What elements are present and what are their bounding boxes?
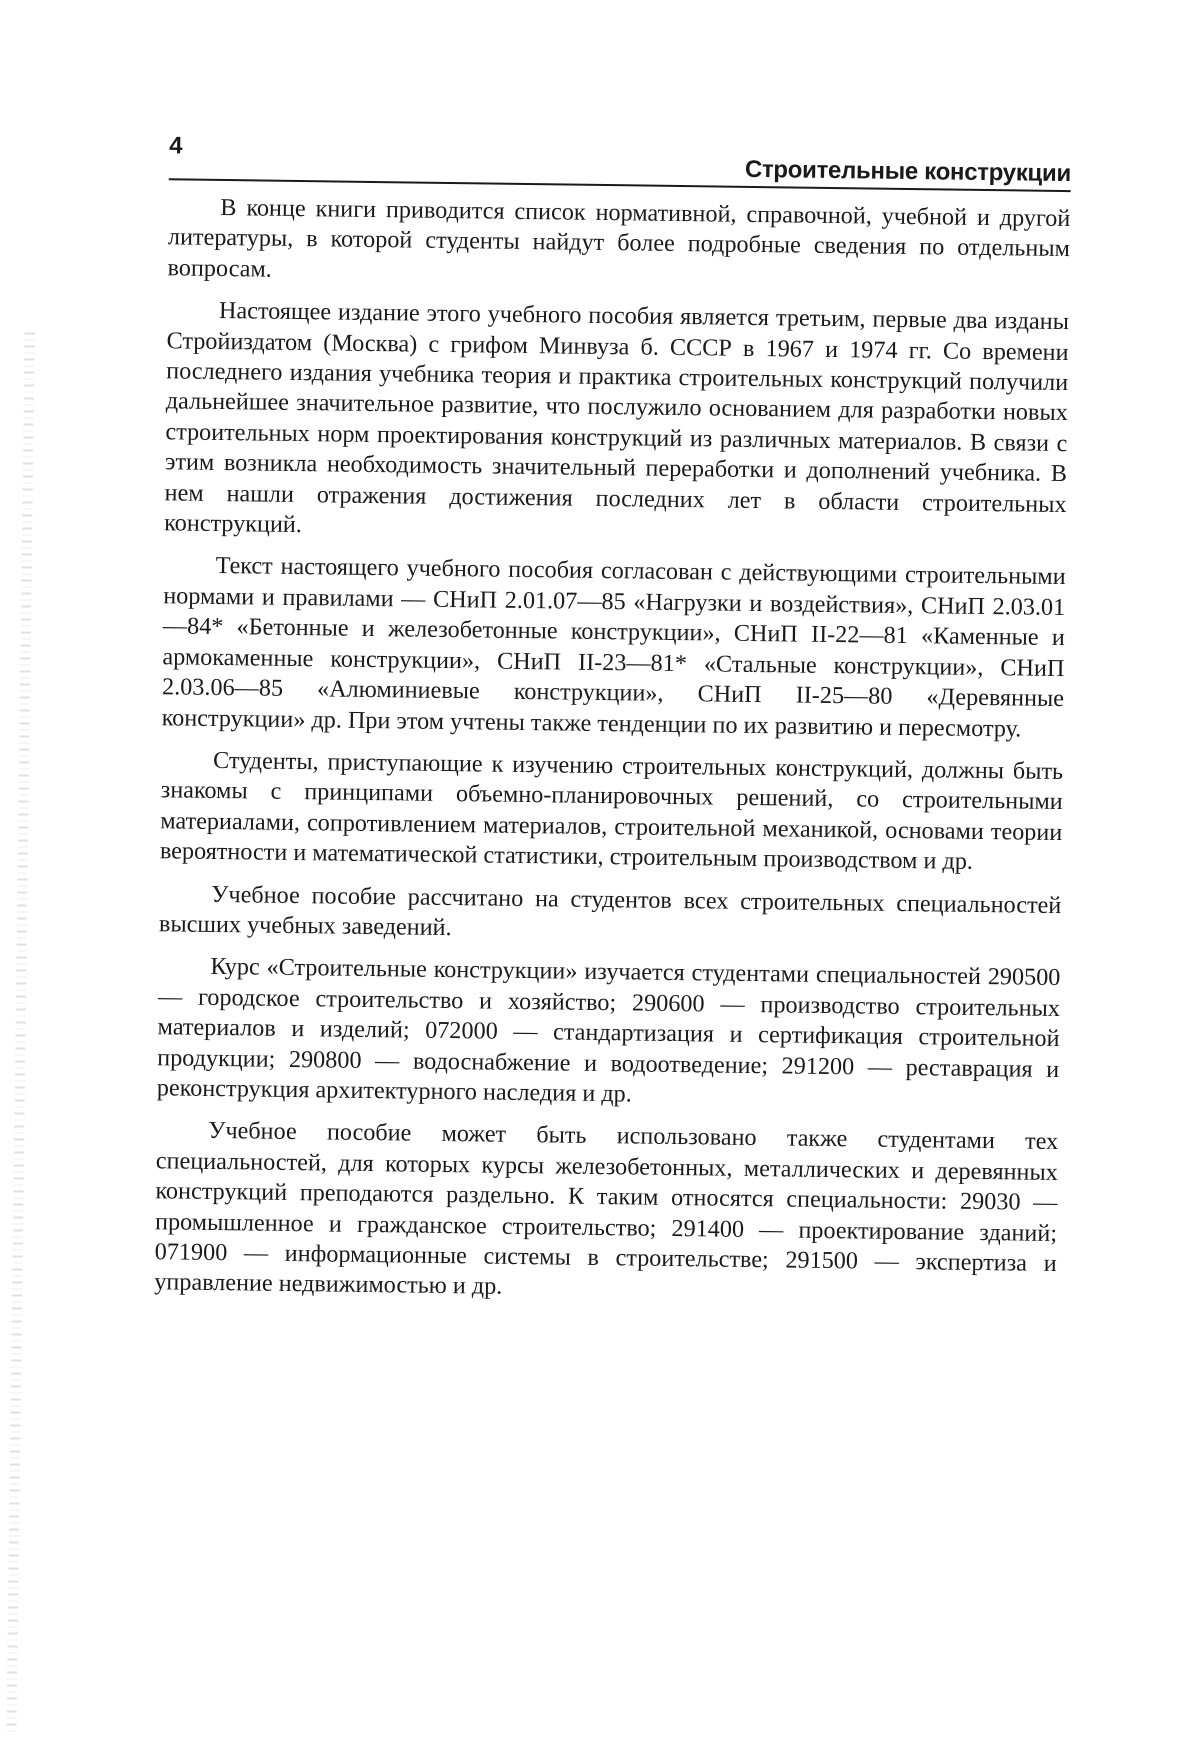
page-header xyxy=(169,132,1072,200)
running-title: Строительные конструкции xyxy=(744,155,1072,188)
paragraph: В конце книги приводится список нормативной, справочной, учебной и другой литературы, в которой студенты найдут более подробные сведения по отдельным вопросам. xyxy=(167,193,1071,283)
body-text xyxy=(154,192,1070,1310)
paragraph: Учебное пособие рассчитано на студентов всех строительных специальностей высших учебных заведений. xyxy=(158,880,1062,942)
scan-margin-artifact xyxy=(6,332,34,1732)
page-number: 4 xyxy=(169,132,183,160)
paragraph: Курс «Строительные конструкции» изучается студентами специальностей 290500 — городское строительство и хозяйство; 290600 — производство строительных материалов и изделий; 072000 — стандартизация и сертификация строительной продукции; 290800 — водоснабжение и водоотведение; 291200 — реставрация и реконструкция архитектурного наследия и др. xyxy=(156,953,1061,1108)
paragraph: Настоящее издание этого учебного пособия является третьим, первые два изданы Стройиздатом (Москва) с грифом Минвуза б. СССР в 1967 и 1974 гг. Со времени последнего издания учебника теория и практика строительных конструкций получили дальнейшее значительное развитие, что послужило основанием для разработки новых строительных норм проектирования конструкций из различных материалов. В связи с этим возникла необходимость значительный переработки и дополнений учебника. В нем нашли отражения достижения последних лет в области строительных конструкций. xyxy=(164,297,1070,539)
paragraph: Учебное пособие может быть использовано также студентами тех специальностей, для которых курсы железобетонных, металлических и деревянных конструкций преподаются раздельно. К таким относятся специальности: 29030 — промышленное и гражданское строительство; 291400 — проектирование зданий; 071900 — информационные системы в строительстве; 291500 — экспертиза и управление недвижимостью и др. xyxy=(154,1117,1059,1301)
paragraph: Текст настоящего учебного пособия согласован с действующими строительными нормами и правилами — СНиП 2.01.07—85 «Нагрузки и воздействия», СНиП 2.03.01—84* «Бетонные и железобетонные конструкции», СНиП II-22—81 «Каменные и армокаменные конструкции», СНиП II-23—81* «Стальные конструкции», СНиП 2.03.06—85 «Алюминиевые конструкции», СНиП II-25—80 «Деревянные конструкции» др. При этом учтены также тенденции по их развитию и пересмотру. xyxy=(161,552,1066,743)
paragraph: Студенты, приступающие к изучению строительных конструкций, должны быть знакомы с принципами объемно-планировочных решений, со строительными материалами, сопротивлением материалов, строительной механикой, основами теории вероятности и математической статистики, строительным производством и др. xyxy=(159,746,1064,876)
